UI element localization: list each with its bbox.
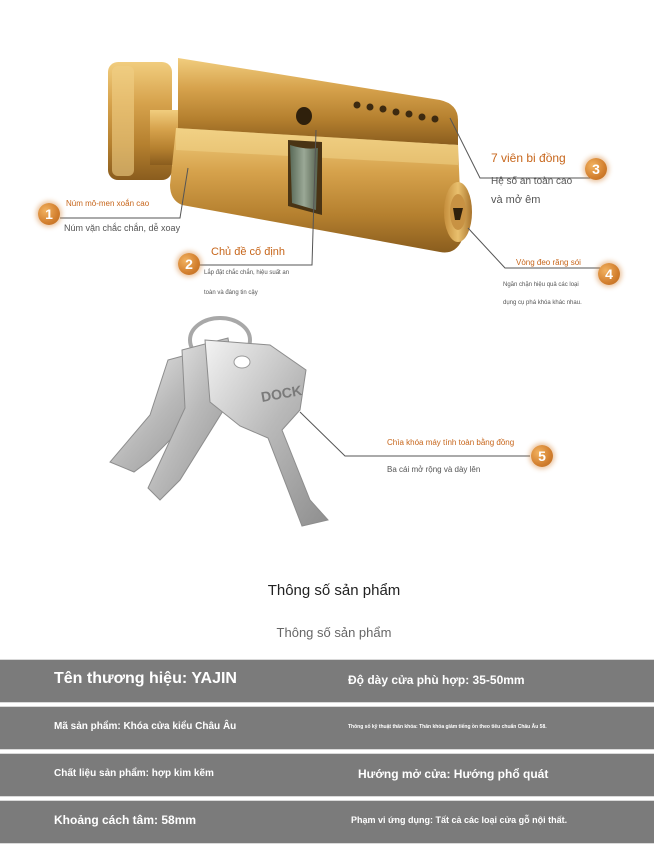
feature-4-desc-line-1: Ngăn chặn hiệu quả các loại xyxy=(503,282,579,288)
spec-door-thickness: Độ dày cửa phù hợp: 35-50mm xyxy=(348,673,525,687)
feature-4-desc-line-2: dụng cụ phá khóa khác nhau. xyxy=(503,300,582,306)
badge-5: 5 xyxy=(531,445,553,467)
badge-2: 2 xyxy=(178,253,200,275)
badge-1: 1 xyxy=(38,203,60,225)
section-subheading: Thông số sản phẩm xyxy=(276,625,392,640)
feature-5-title: Chìa khóa máy tính toàn bằng đồng xyxy=(387,438,515,447)
feature-2-desc-line-1: Lắp đặt chắc chắn, hiệu suất an xyxy=(204,270,290,276)
spec-row xyxy=(0,800,654,844)
spec-body-standard: Thông số kỹ thuật thân khóa: Thân khóa giảm tiếng ồn theo tiêu chuẩn Châu Âu 58. xyxy=(348,724,547,730)
badge-4: 4 xyxy=(598,263,620,285)
feature-3-desc-line-2: và mở êm xyxy=(491,194,541,206)
spec-product-code: Mã sản phẩm: Khóa cửa kiểu Châu Âu xyxy=(54,721,237,732)
screw-hole xyxy=(296,107,312,125)
badge-3: 3 xyxy=(585,158,607,180)
spec-application: Phạm vi ứng dụng: Tất cả các loại cửa gỗ nội thất. xyxy=(351,815,568,825)
feature-2-title: Chủ đề cố định xyxy=(211,246,285,258)
feature-1-desc: Núm vặn chắc chắn, dễ xoay xyxy=(64,223,181,233)
feature-1-title: Núm mô-men xoắn cao xyxy=(66,199,150,208)
spec-brand: Tên thương hiệu: YAJIN xyxy=(54,670,237,687)
spec-row xyxy=(0,659,654,703)
feature-5-desc: Ba cái mở rộng và dày lên xyxy=(387,465,481,474)
section-heading: Thông số sản phẩm xyxy=(267,582,401,599)
spec-opening-direction: Hướng mở cửa: Hướng phổ quát xyxy=(358,767,549,781)
feature-2-desc-line-2: toàn và đáng tin cậy xyxy=(204,290,258,296)
feature-3-title: 7 viên bi đồng xyxy=(491,151,566,165)
spec-center-distance: Khoảng cách tâm: 58mm xyxy=(54,813,197,827)
feature-3-desc-line-1: Hệ số an toàn cao xyxy=(491,176,573,187)
feature-4-title: Vòng đeo răng sói xyxy=(516,258,581,267)
keys xyxy=(110,318,328,526)
spec-row xyxy=(0,706,654,750)
spec-material: Chất liệu sản phẩm: hợp kim kẽm xyxy=(54,768,214,779)
key-brand-label: DOCK xyxy=(259,382,304,405)
spec-row xyxy=(0,753,654,797)
